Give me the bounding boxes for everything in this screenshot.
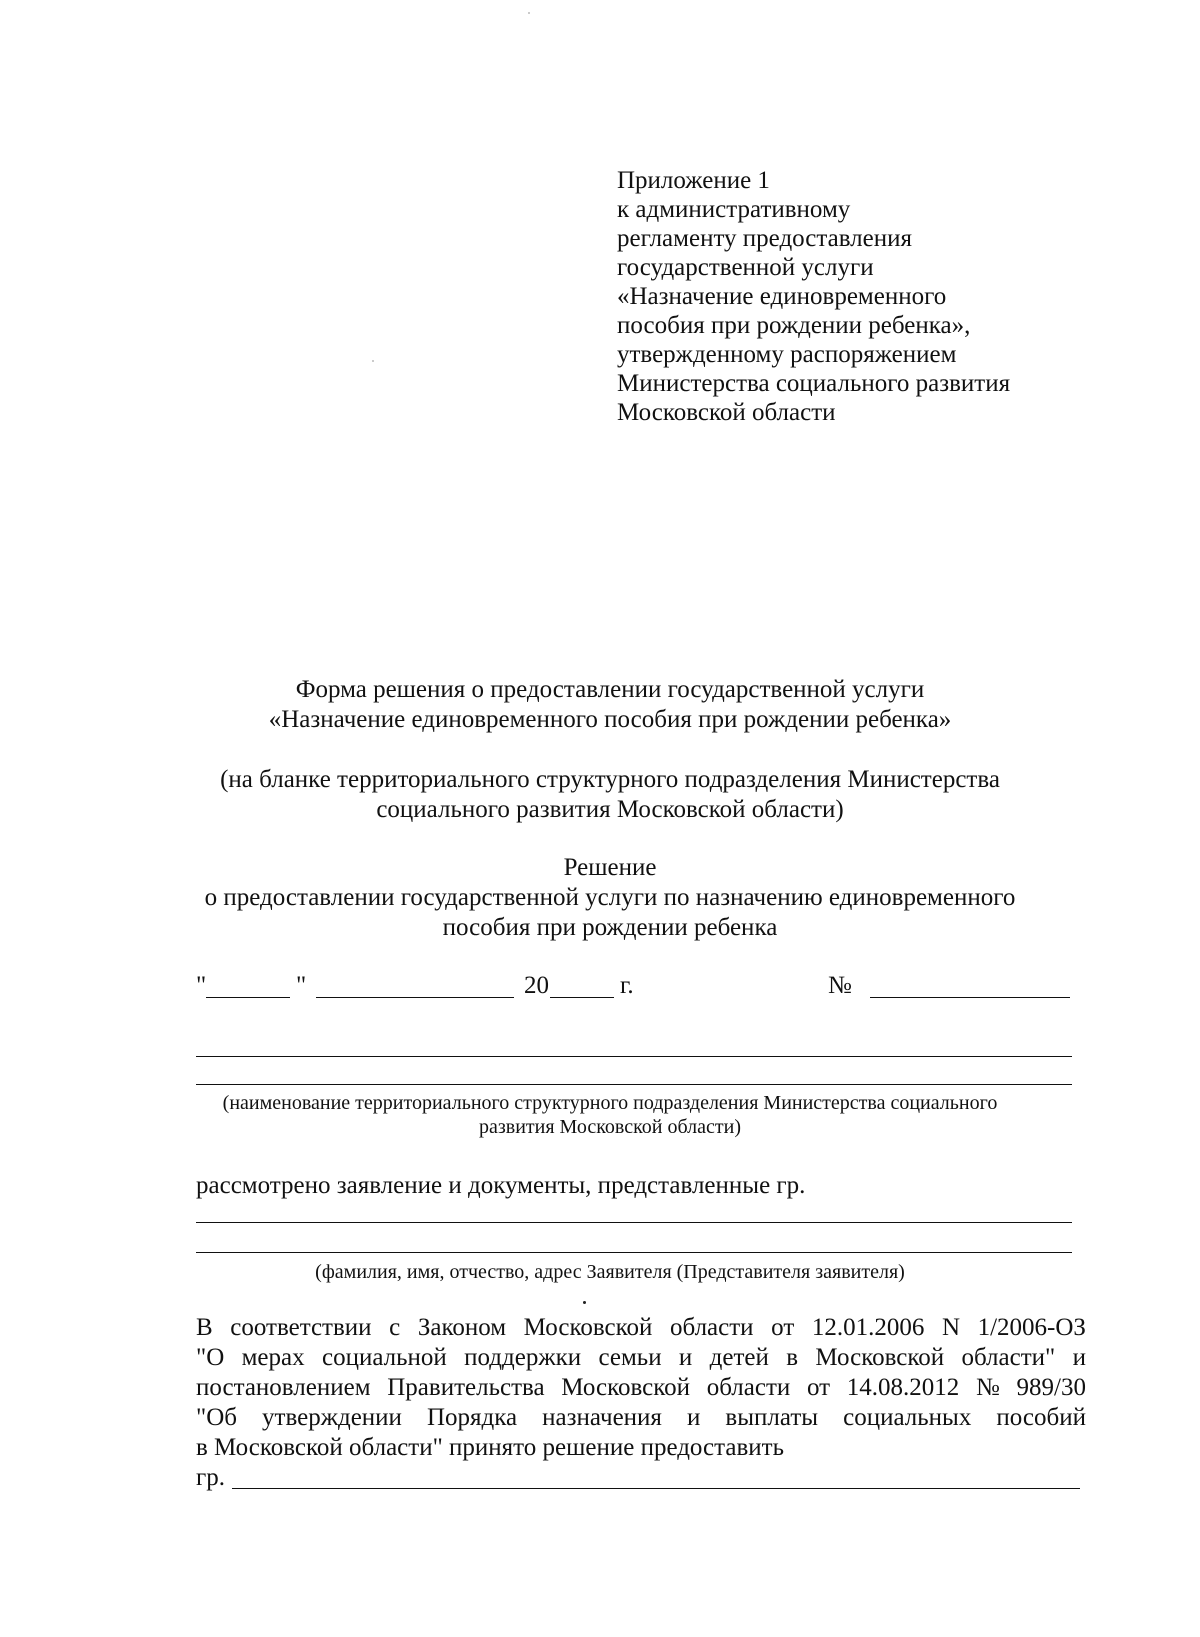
word: Правительства <box>387 1374 545 1401</box>
applicant-line[interactable] <box>196 1222 1072 1223</box>
body-line-6 <box>196 1463 1086 1493</box>
word: N <box>941 1314 961 1341</box>
appendix-line: регламенту предоставления <box>617 225 913 252</box>
word: 1/2006-ОЗ <box>977 1314 1086 1341</box>
caption-line: (наименование территориального структурного подразделения Министерства социального <box>222 1092 998 1114</box>
appendix-header <box>617 166 1010 427</box>
word: социальных <box>843 1404 972 1431</box>
body-line-1 <box>196 1313 1086 1343</box>
word: утверждении <box>262 1404 402 1431</box>
word: с <box>389 1314 401 1341</box>
date-number-row <box>196 970 1076 1004</box>
decision-heading: Решение <box>563 854 657 881</box>
word: от <box>771 1314 795 1341</box>
word: выплаты <box>725 1404 819 1431</box>
word: "О <box>196 1344 225 1371</box>
word: в <box>786 1344 799 1371</box>
word: № <box>975 1374 1000 1401</box>
appendix-line: «Назначение единовременного <box>617 283 947 310</box>
body-line-2 <box>196 1343 1086 1373</box>
body-line-3 <box>196 1373 1086 1403</box>
word: 14.08.2012 <box>846 1374 960 1401</box>
scan-speck <box>528 12 530 14</box>
word: Московской <box>561 1374 690 1401</box>
year-suffix: г. <box>620 972 634 999</box>
word: соответствии <box>230 1314 372 1341</box>
decision-title <box>150 853 1070 943</box>
word: Московской <box>523 1314 653 1341</box>
word: Порядка <box>426 1404 518 1431</box>
body-line-5: в Московской области" принято решение предоставить <box>196 1434 784 1461</box>
appendix-line: Приложение 1 <box>617 167 770 194</box>
blank-note-line: (на бланке территориального структурного подразделения Министерства <box>220 766 1000 793</box>
subdivision-caption <box>150 1091 1070 1139</box>
word: семьи <box>598 1344 662 1371</box>
month-field[interactable] <box>316 997 514 998</box>
word: мерах <box>241 1344 305 1371</box>
applicant-line[interactable] <box>196 1252 1072 1253</box>
word: и <box>678 1344 693 1371</box>
year-prefix: 20 <box>524 972 549 999</box>
word: "Об <box>196 1404 237 1431</box>
word: социальной <box>321 1344 447 1371</box>
blank-note <box>150 765 1070 825</box>
form-title-line: «Назначение единовременного пособия при рождении ребенка» <box>268 706 952 733</box>
word: В <box>196 1314 213 1341</box>
subdivision-name-line[interactable] <box>196 1084 1072 1085</box>
body-line-4 <box>196 1403 1086 1433</box>
scan-speck <box>372 360 374 362</box>
word: от <box>806 1374 831 1401</box>
number-field[interactable] <box>870 997 1070 998</box>
year-field[interactable] <box>550 997 614 998</box>
blank-note-line: социального развития Московской области) <box>376 796 844 823</box>
appendix-line: утвержденному распоряжением <box>617 341 957 368</box>
word: области <box>669 1314 754 1341</box>
scan-dot <box>583 1301 586 1304</box>
caption-line: развития Московской области) <box>478 1116 742 1138</box>
word: 989/30 <box>1016 1374 1086 1401</box>
word: области" <box>961 1344 1056 1371</box>
citizen-prefix: гр. <box>196 1464 226 1491</box>
decision-line: пособия при рождении ребенка <box>442 914 778 941</box>
appendix-line: пособия при рождении ребенка», <box>617 312 971 339</box>
word: пособий <box>996 1404 1086 1431</box>
subdivision-name-line[interactable] <box>196 1056 1072 1057</box>
word: и <box>1072 1344 1086 1371</box>
quote-close: " <box>296 972 307 999</box>
form-title <box>150 675 1070 735</box>
word: постановлением <box>196 1374 371 1401</box>
appendix-line: Министерства социального развития <box>617 370 1011 397</box>
word: назначения <box>542 1404 662 1431</box>
word: 12.01.2006 <box>811 1314 925 1341</box>
applicant-caption <box>150 1260 1070 1284</box>
number-sign: № <box>828 972 852 999</box>
decision-body <box>196 1313 1086 1493</box>
word: и <box>686 1404 701 1431</box>
form-title-line: Форма решения о предоставлении государственной услуги <box>295 676 925 703</box>
word: детей <box>709 1344 769 1371</box>
word: области <box>706 1374 791 1401</box>
word: поддержки <box>464 1344 582 1371</box>
reviewed-text: рассмотрено заявление и документы, представленные гр. <box>196 1172 806 1199</box>
citizen-name-field[interactable] <box>232 1488 1080 1489</box>
day-field[interactable] <box>206 997 290 998</box>
quote-open: " <box>196 972 207 999</box>
appendix-line: государственной услуги <box>617 254 874 281</box>
decision-line: о предоставлении государственной услуги по назначению единовременного <box>204 884 1016 911</box>
caption-line: (фамилия, имя, отчество, адрес Заявителя (Представителя заявителя) <box>315 1261 905 1283</box>
word: Московской <box>815 1344 945 1371</box>
appendix-line: к административному <box>617 196 851 223</box>
word: Законом <box>417 1314 507 1341</box>
appendix-line: Московской области <box>617 399 836 426</box>
